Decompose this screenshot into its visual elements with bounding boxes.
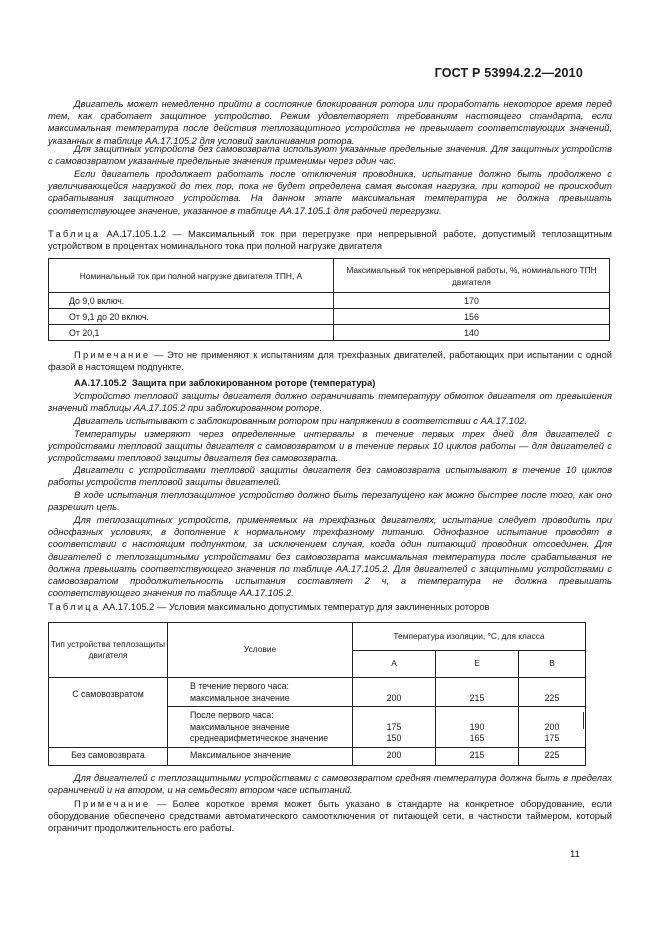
paragraph-no-reset-cycles: Двигатели с устройствами тепловой защиты двигателя без самовозврата испытывают в течение 10 циклов работы устройств тепловой защиты двигателей. xyxy=(48,464,612,488)
note1-text: — Это не применяют к испытаниям для трехфазных двигателей, работающих при испытании с одной фазой в настоящем подпункте. xyxy=(48,349,612,373)
table2-cell-value xyxy=(436,707,519,748)
paragraph-winding-protection: Устройство тепловой защиты двигателя должно ограничивать температуру обмоток двигателя от превышения значений таблицы АА.17.105.2 при заблокированном роторе. xyxy=(48,390,612,414)
paragraph-restart: В ходе испытания теплозащитное устройство должно быть перезапущено как можно быстрее после того, как оно разрешит цепь. xyxy=(48,489,612,513)
table2-class-b: В xyxy=(519,651,586,678)
table2-cell-value: 200 xyxy=(353,678,436,707)
table1-cell-value: 140 xyxy=(334,325,610,341)
table1-cell-value: 170 xyxy=(334,293,610,309)
table2-cell-value xyxy=(353,707,436,748)
table2-caption xyxy=(48,601,612,613)
table1-caption xyxy=(48,228,612,252)
table2 xyxy=(48,622,586,766)
value-avg: 150 xyxy=(386,733,402,743)
table2-header-device: Тип устройства теплозащиты двигателя xyxy=(49,623,168,678)
condition-line: После первого часа: xyxy=(190,710,274,720)
table1-cell-range: От 9,1 до 20 включ. xyxy=(49,309,334,325)
value-max: 190 xyxy=(469,721,485,732)
table1-cell-value: 156 xyxy=(334,309,610,325)
condition-line: В течение первого часа: xyxy=(190,681,290,691)
table1-cell-range: От 20,1 xyxy=(49,325,334,341)
table2-cell-condition xyxy=(168,678,353,707)
paragraph-locked-rotor-intro: Двигатель может немедленно прийти в состояние блокирования ротора или проработать некоторое время перед тем, как сработает защитное устройство. Режим удовлетворяет требованиям настоящего стандарта, если максимальная температура после действия теплозащитного устройства не превышает соответствующих значений, указанных в таблице АА.17.105.2 для условий заклинивания ротора. xyxy=(48,98,612,146)
table-row xyxy=(49,309,610,325)
paragraph-average-temperature: Для двигателей с теплозащитными устройствами с самовозвратом средняя температура должна быть в пределах ограничений и на втором, и на семьдесят втором часе испытаний. xyxy=(48,772,612,796)
table1 xyxy=(48,258,610,341)
table1-caption-prefix: Таблица xyxy=(48,228,101,239)
paragraph-measure-intervals: Температуры измеряют через определенные интервалы в течение первых трех дней для двигателей с устройствами тепловой защиты двигателя с самовозвратом и в течение первых 10 циклов работы — для двигателей с устройствами тепловой защиты двигателя без самовозврата. xyxy=(48,428,612,464)
table2-class-a: А xyxy=(353,651,436,678)
table2-class-e: Е xyxy=(436,651,519,678)
table2-header-temperature: Температура изоляции, °С, для класса xyxy=(353,623,586,651)
document-header: ГОСТ Р 53994.2.2—2010 xyxy=(434,66,583,80)
note2-text: — Более короткое время может быть указано в стандарте на конкретное оборудование, если оборудование обеспечено средствами автоматического самоотключения от питающей сети, в частности таймером, который ограничит продолжительность его работы. xyxy=(48,798,612,834)
condition-line: максимальное значение xyxy=(190,692,290,703)
note-shorter-time xyxy=(48,798,612,835)
note-one-phase xyxy=(48,349,612,373)
paragraph-continued-operation: Если двигатель продолжает работать после отключения проводника, испытание должно быть продолжено с увеличивающейся нагрузкой до тех пор, пока не будет определена самая высокая нагрузка, при которой не происходит срабатывания защитного устройства. На данном этапе максимальная температура не должна превышать соответствующее значение, указанное в таблице АА.17.105.1 для рабочей перегрузки. xyxy=(48,168,612,216)
paragraph-test-voltage: Двигатель испытывают с заблокированным ротором при напряжении в соответствии с АА.17.102. xyxy=(74,415,527,426)
condition-line: максимальное значение xyxy=(190,721,290,732)
section-heading xyxy=(48,377,612,389)
table1-header-row xyxy=(49,259,610,293)
section-number: АА.17.105.2 xyxy=(74,377,127,388)
margin-mark xyxy=(583,712,584,729)
table1-cell-range: До 9,0 включ. xyxy=(49,293,334,309)
table2-cell-condition xyxy=(168,707,353,748)
table2-caption-text: АА.17.105.2 — Условия максимально допустимых температур для заклиненных роторов xyxy=(100,601,490,612)
table1-header-max: Максимальный ток непрерывной работы, %, номинального ТПН двигателя xyxy=(334,259,610,293)
table2-cell-value: 200 xyxy=(353,747,436,765)
table2-cell-value xyxy=(519,707,586,748)
table2-cell-device: Без самовозврата xyxy=(49,747,168,765)
table1-caption-text: АА.17.105.1.2 — Максимальный ток при перегрузке при непрерывной работе, допустимый теплозащитным устройством в процентах номинального тока при полной нагрузке двигателя xyxy=(48,228,612,252)
table-row xyxy=(49,678,586,707)
table1-header-current: Номинальный ток при полной нагрузке двигателя ТПН, А xyxy=(49,259,334,293)
note1-label: Примечание xyxy=(74,349,151,360)
paragraph-reset-devices: Для защитных устройств без самовозврата используют указанные предельные значения. Для защитных устройств с самовозвратом указанные предельные значения применимы через один час. xyxy=(48,143,612,167)
table-row xyxy=(49,293,610,309)
table2-cell-value: 225 xyxy=(519,678,586,707)
table2-cell-value: 215 xyxy=(436,678,519,707)
table2-cell-value: 225 xyxy=(519,747,586,765)
table2-cell-condition: Максимальное значение xyxy=(168,747,353,765)
table2-header-row xyxy=(49,623,586,651)
paragraph-three-phase: Для теплозащитных устройств, применяемых на трехфазных двигателях, испытание следует проводить при однофазных условиях, в дополнение к нормальному трехфазному питанию. Однофазное испытание проводят в соответствии с настоящим подпунктом, за исключением случая, когда один питающий проводник отсоединен. Для двигателей с теплозащитными устройствами без самовозврата максимальная температура после срабатывания не должна превышать соответствующего значения по таблице АА.17.105.2. Для двигателей с защитными устройствами с самовозвратом продолжительность испытания составляет 2 ч, а температура не должна превышать соответствующего значения по таблице АА.17.105.2. xyxy=(48,514,612,599)
table2-cell-value: 215 xyxy=(436,747,519,765)
section-title: Защита при заблокированном роторе (температура) xyxy=(131,377,376,388)
page-number: 11 xyxy=(570,849,580,860)
value-max: 200 xyxy=(544,721,560,732)
value-avg: 165 xyxy=(469,733,485,743)
condition-line: среднеарифметическое значение xyxy=(190,733,329,743)
table-row xyxy=(49,325,610,341)
table-row xyxy=(49,747,586,765)
table2-caption-prefix: Таблица xyxy=(48,601,101,612)
table2-header-condition: Условие xyxy=(168,623,353,678)
note2-label: Примечание xyxy=(74,798,151,809)
value-max: 175 xyxy=(386,721,402,732)
value-avg: 175 xyxy=(544,733,560,743)
table2-cell-device: С самовозвратом xyxy=(49,678,168,748)
